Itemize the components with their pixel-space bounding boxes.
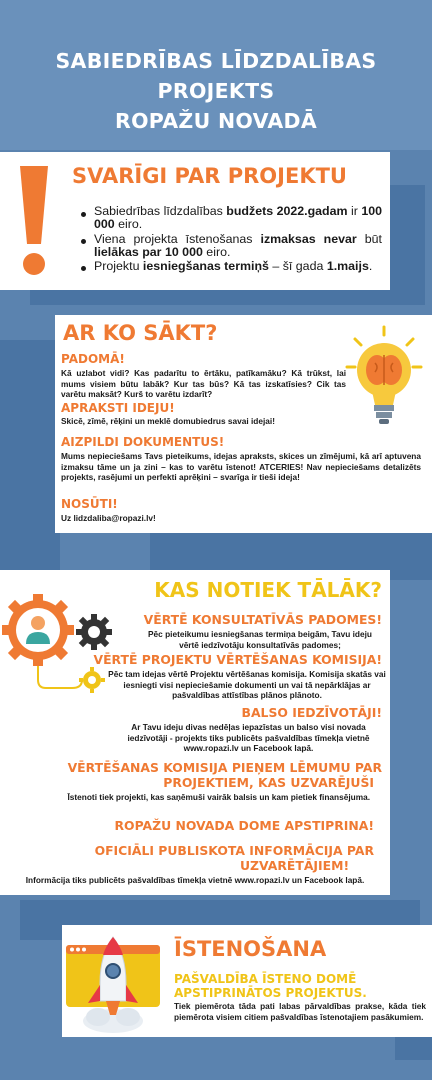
next-step-3-title: BALSO IEDZĪVOTĀJI! <box>241 705 382 720</box>
start-heading: AR KO SĀKT? <box>63 321 218 345</box>
next-step-6-title-1: OFICIĀLI PUBLISKOTA INFORMĀCIJA PAR <box>94 843 374 858</box>
rocket-icon <box>64 935 162 1035</box>
start-card <box>55 315 432 533</box>
implement-sub-2: APSTIPRINĀTOS PROJEKTUS. <box>174 986 367 1000</box>
implement-sub-1: PAŠVALDĪBA ĪSTENO DOMĒ <box>174 972 357 986</box>
step-nosuti-title: NOSŪTI! <box>61 497 118 511</box>
exclamation-icon <box>14 162 54 282</box>
step-aizpildi-title: AIZPILDI DOKUMENTUS! <box>61 435 225 449</box>
bullet-dot <box>81 239 86 244</box>
title-line-1: SABIEDRĪBAS LĪDZDALĪBAS <box>55 49 377 73</box>
bullet-dot <box>81 212 86 217</box>
implement-card <box>62 925 432 1037</box>
page-title <box>0 46 432 136</box>
step-apraksti-text: Skicē, zīmē, rēķini un meklē domubiedrus savai idejai! <box>61 416 275 426</box>
next-step-5-title: ROPAŽU NOVADA DOME APSTIPRINA! <box>114 818 374 833</box>
gears-person-icon <box>2 590 114 698</box>
step-nosuti-text: Uz lidzdaliba@ropazi.lv! <box>61 513 156 523</box>
bullet-dot <box>81 266 86 271</box>
step-apraksti-title: APRAKSTI IDEJU! <box>61 401 175 415</box>
important-heading: SVARĪGI PAR PROJEKTU <box>72 164 347 188</box>
next-heading: KAS NOTIEK TĀLĀK? <box>154 578 382 602</box>
next-step-1-text: Pēc pieteikumu iesniegšanas termiņa beigām, Tavu ideju vērtē iedzīvotāju konsultatīvās padomes; <box>148 629 372 650</box>
next-step-1-title: VĒRTĒ KONSULTATĪVĀS PADOMES! <box>143 612 382 627</box>
step-padoma-title: PADOMĀ! <box>61 352 125 366</box>
next-step-6-title-2: UZVARĒTĀJIEM! <box>240 858 350 873</box>
next-step-4-title-2: PROJEKTIEM, KAS UZVARĒJUŠI <box>163 775 374 790</box>
important-bullet-2: Viena projekta īstenošanas izmaksas nevar būt lielākas par 10 000 eiro. <box>94 232 382 259</box>
title-line-3: ROPAŽU NOVADĀ <box>114 109 318 133</box>
important-bullet-3: Projektu iesniegšanas termiņš – šī gada 1.maijs. <box>94 259 373 273</box>
next-step-4-title-1: VĒRTĒŠANAS KOMISIJA PIEŅEM LĒMUMU PAR <box>67 760 382 775</box>
next-step-4-text: Īstenoti tiek projekti, kas saņēmuši vairāk balsis un kam pietiek finansējuma. <box>67 792 370 802</box>
important-bullet-1: Sabiedrības līdzdalības budžets 2022.gadam ir 100 000 eiro. <box>94 204 383 231</box>
next-step-2-text: Pēc tam idejas vērtē Projektu vērtēšanas komisija. Komisija skatās vai iesniegti visi nepieciešamie dokumenti un vai tā nepārklājas ar pašvaldības attīstības plānos plānoto. <box>108 669 386 700</box>
title-line-2: PROJEKTS <box>157 79 275 103</box>
step-aizpildi-text: Mums nepieciešams Tavs pieteikums, idejas apraksts, skices un zīmējumi, kā arī aptuvena izmaksu tāme un ja zini – kas to varētu īstenot! ATCERIES! Nav nepieciešams detalizēts projekts, rasējumi un perfekti aprēķini – svarīga ir tieši ideja! <box>61 451 421 482</box>
step-padoma-text: Kā uzlabot vidi? Kas padarītu to ērtāku, patīkamāku? Kā trūkst, lai mums visiem būtu labāk? Kur tas būs? Kā tas izskatīsies? Cik tas varētu maksāt? Kurš to varētu izdarīt? <box>61 368 346 399</box>
next-step-6-text: Informācija tiks publicēts pašvaldības tīmekļa vietnē www.ropazi.lv un Facebook lapā. <box>25 875 365 885</box>
next-card <box>0 570 390 895</box>
implement-heading: ĪSTENOŠANA <box>174 937 327 961</box>
important-card <box>0 152 390 290</box>
next-step-2-title: VĒRTĒ PROJEKTU VĒRTĒŠANAS KOMISIJA! <box>93 652 382 667</box>
implement-text: Tiek piemērota tāda pati labas pārvaldības prakse, kāda tiek piemērota visiem citiem pašvaldības īstenotajiem pasākumiem. <box>174 1001 426 1022</box>
next-step-3-text: Ar Tavu ideju divas nedēļas iepazīstas un balso visi novada iedzīvotāji - projekts tiks publicēts pašvaldības tīmekļa vietnē www.ropazi.lv un Facebook lapā. <box>127 722 370 753</box>
bg-block-3 <box>0 340 60 570</box>
